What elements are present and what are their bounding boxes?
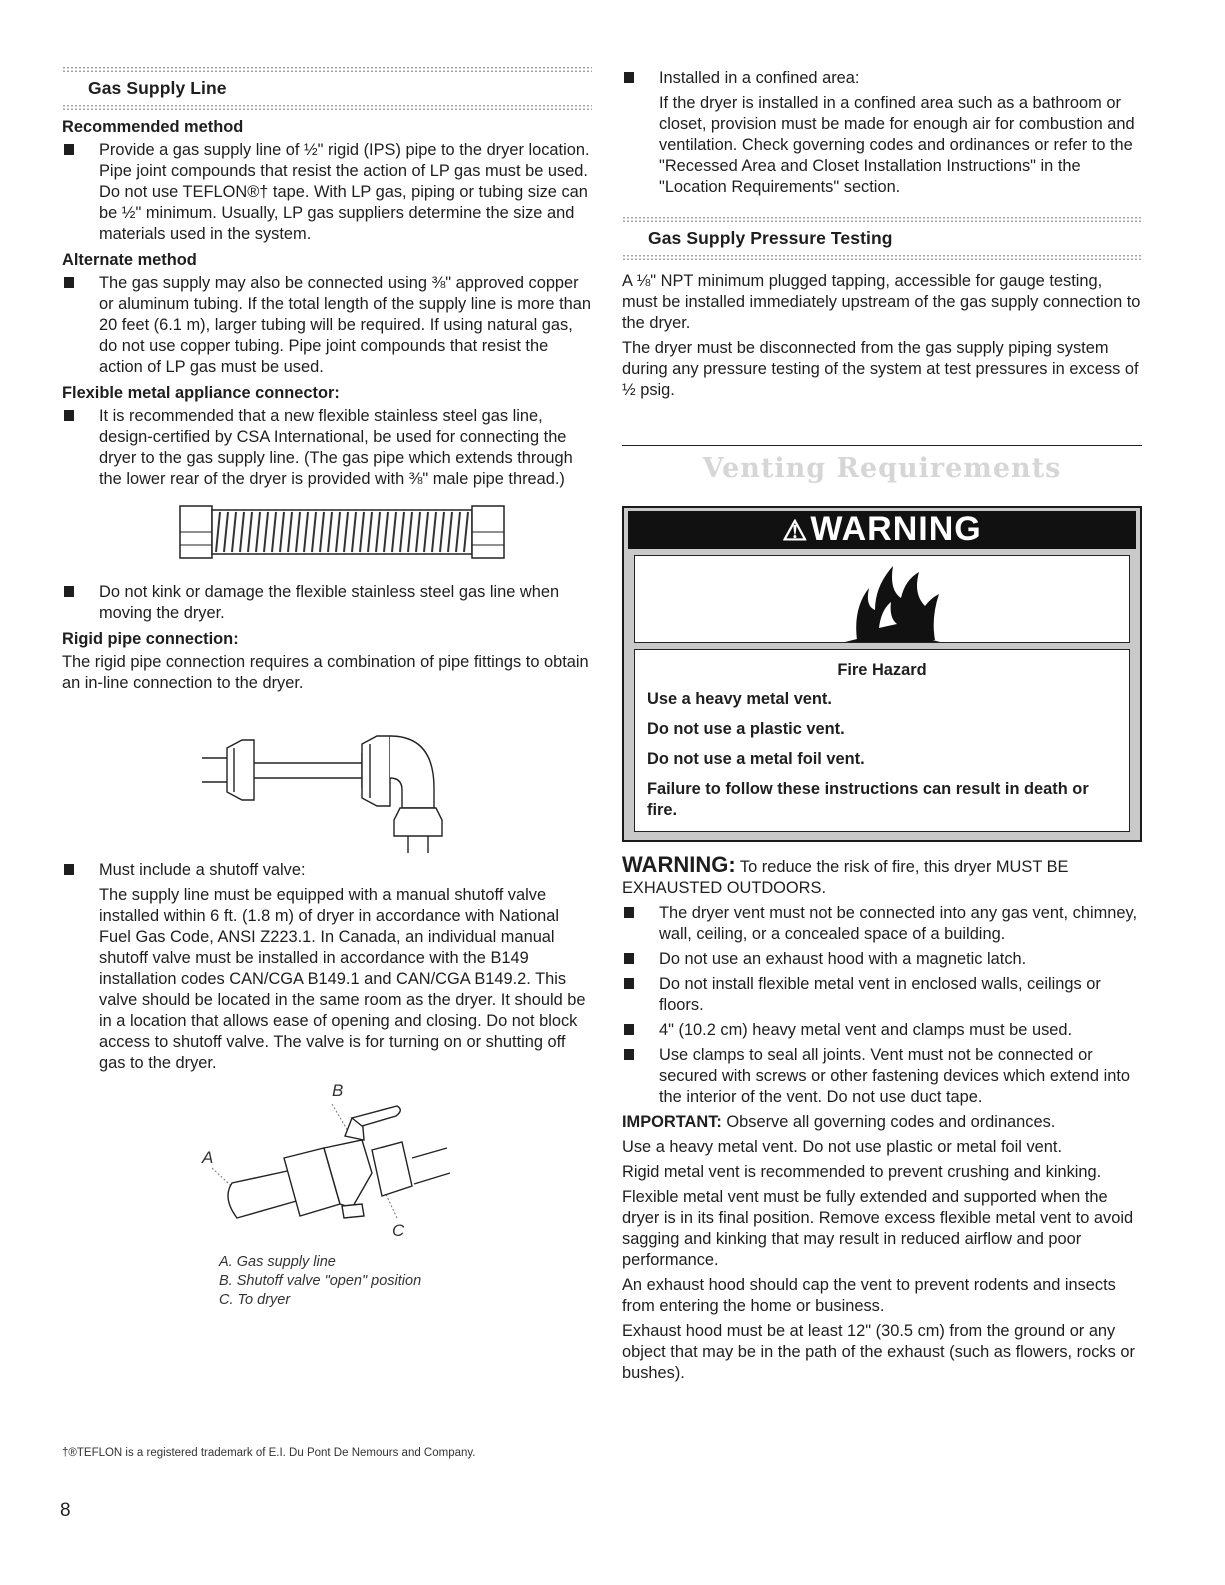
- fire-icon: [835, 558, 955, 642]
- rigid-pipe-illustration: [62, 708, 592, 858]
- pressure-text-2: The dryer must be disconnected from the gas supply piping system during any pressure testing of the system at test pressures in excess of ½ psig.: [622, 339, 1139, 399]
- hazard-line-2: Do not use a plastic vent.: [647, 720, 845, 738]
- flexible-bullet-2: Do not kink or damage the flexible stainless steel gas line when moving the dryer.: [62, 582, 592, 624]
- caption-a: A. Gas supply line: [219, 1254, 336, 1270]
- section-rule: [622, 254, 1142, 261]
- vent-bullet-5: Use clamps to seal all joints. Vent must not be connected or secured with screws or other fastening devices which extend into the interior of the vent. Do not use duct tape.: [622, 1045, 1142, 1108]
- flexible-heading: Flexible metal appliance connector:: [62, 384, 340, 402]
- right-column: [622, 66, 1142, 1388]
- shutoff-valve-illustration: [62, 1078, 592, 1253]
- alternate-heading: Alternate method: [62, 251, 197, 269]
- flexible-connector-icon: [62, 498, 592, 568]
- rigid-text: The rigid pipe connection requires a combination of pipe fittings to obtain an in-line connection to the dryer.: [62, 653, 589, 692]
- important-text: Observe all governing codes and ordinances.: [726, 1113, 1056, 1131]
- section-title-pressure-testing: Gas Supply Pressure Testing: [648, 228, 893, 248]
- fire-pictogram-frame: [634, 555, 1130, 643]
- flexible-bullet: It is recommended that a new flexible stainless steel gas line, design-certified by CSA International, be used for connecting the dryer to the gas supply line. (The gas pipe which extends through the lower rear of the dryer is provided with ⅜" male pipe thread.): [62, 406, 592, 490]
- vent-para-2: Rigid metal vent is recommended to prevent crushing and kinking.: [622, 1163, 1102, 1181]
- hazard-line-4: Failure to follow these instructions can result in death or fire.: [647, 780, 1089, 819]
- venting-requirements-title: Venting Requirements: [622, 445, 1142, 490]
- important-label: IMPORTANT:: [622, 1113, 722, 1131]
- label-c: C: [392, 1221, 405, 1240]
- vent-para-5: Exhaust hood must be at least 12" (30.5 cm) from the ground or any object that may be in the path of the exhaust (such as flowers, rocks or bushes).: [622, 1322, 1135, 1382]
- flexible-connector-illustration: [62, 498, 592, 576]
- warning-box: [622, 506, 1142, 842]
- left-column: [62, 66, 592, 1310]
- warning-triangle-icon: ⚠: [782, 515, 809, 546]
- important-note: [622, 1112, 1142, 1133]
- vent-bullet-4: 4" (10.2 cm) heavy metal vent and clamps must be used.: [622, 1020, 1142, 1041]
- vent-para-1: Use a heavy metal vent. Do not use plastic or metal foil vent.: [622, 1138, 1063, 1156]
- recommended-heading: Recommended method: [62, 118, 244, 136]
- warning-lead: WARNING:: [622, 852, 736, 877]
- rigid-pipe-icon: [62, 708, 592, 853]
- section-rule: [62, 66, 592, 73]
- confined-text: If the dryer is installed in a confined area such as a bathroom or closet, provision must be made for enough air for combustion and ventilation. Check governing codes and ordinances or refer to the "Recessed Area and Closet Installation Instructions" in the "Location Requirements" section.: [659, 94, 1135, 196]
- vent-para-4: An exhaust hood should cap the vent to prevent rodents and insects from entering the home or business.: [622, 1276, 1116, 1315]
- warning-banner: [628, 511, 1136, 549]
- shutoff-valve-icon: [62, 1078, 592, 1253]
- warning-statement: [622, 854, 1142, 899]
- pressure-text-1: A ⅛" NPT minimum plugged tapping, accessible for gauge testing, must be installed immediately upstream of the gas supply connection to the dryer.: [622, 272, 1141, 332]
- hazard-line-3: Do not use a metal foil vent.: [647, 750, 865, 768]
- page-number: 8: [60, 1500, 71, 1521]
- shutoff-text: The supply line must be equipped with a manual shutoff valve installed within 6 ft. (1.8 m) of dryer in accordance with National Fuel Gas Code, ANSI Z223.1. In Canada, an individual manual shutoff valve must be installed in accordance with the B149 installation codes CAN/CGA B149.1 and CAN/CGA B149.2. This valve should be located in the same room as the dryer. It should be in a location that allows ease of opening and closing. Do not block access to shutoff valve. The valve is for turning on or shutting off gas to the dryer.: [99, 886, 586, 1072]
- trademark-footnote: †®TEFLON is a registered trademark of E.I. Du Pont De Nemours and Company.: [62, 1447, 476, 1459]
- section-title-gas-supply-line: Gas Supply Line: [88, 78, 227, 98]
- warning-text: To reduce the risk of fire, this dryer MUST BE EXHAUSTED OUTDOORS.: [622, 858, 1069, 897]
- section-rule: [62, 104, 592, 111]
- vent-bullet-3: Do not install flexible metal vent in enclosed walls, ceilings or floors.: [622, 974, 1142, 1016]
- rigid-heading: Rigid pipe connection:: [62, 630, 239, 648]
- alternate-bullet: The gas supply may also be connected using ⅜" approved copper or aluminum tubing. If the total length of the supply line is more than 20 feet (6.1 m), larger tubing will be required. If using natural gas, do not use copper tubing. Pipe joint compounds that resist the action of LP gas must be used.: [62, 273, 592, 378]
- vent-bullet-1: The dryer vent must not be connected into any gas vent, chimney, wall, ceiling, or a concealed space of a building.: [622, 903, 1142, 945]
- hazard-message: [634, 649, 1130, 832]
- hazard-title: Fire Hazard: [837, 661, 927, 679]
- caption-b: B. Shutoff valve "open" position: [219, 1273, 422, 1289]
- label-b: B: [332, 1081, 344, 1100]
- hazard-line-1: Use a heavy metal vent.: [647, 690, 832, 708]
- caption-c: C. To dryer: [219, 1292, 291, 1308]
- recommended-bullet: Provide a gas supply line of ½" rigid (IPS) pipe to the dryer location. Pipe joint compounds that resist the action of LP gas must be used. Do not use TEFLON®† tape. With LP gas, piping or tubing size can be ½" minimum. Usually, LP gas suppliers determine the size and materials used in the system.: [62, 140, 592, 245]
- vent-bullet-2: Do not use an exhaust hood with a magnetic latch.: [622, 949, 1142, 970]
- shutoff-bullet: Must include a shutoff valve:: [62, 860, 592, 881]
- vent-para-3: Flexible metal vent must be fully extended and supported when the dryer is in its final position. Remove excess flexible metal vent to avoid sagging and kinking that may result in reduced airflow and poor performance.: [622, 1188, 1134, 1269]
- label-a: A: [202, 1148, 214, 1167]
- confined-bullet: Installed in a confined area:: [622, 68, 1142, 89]
- warning-banner-text: WARNING: [810, 510, 982, 548]
- section-rule: [622, 216, 1142, 223]
